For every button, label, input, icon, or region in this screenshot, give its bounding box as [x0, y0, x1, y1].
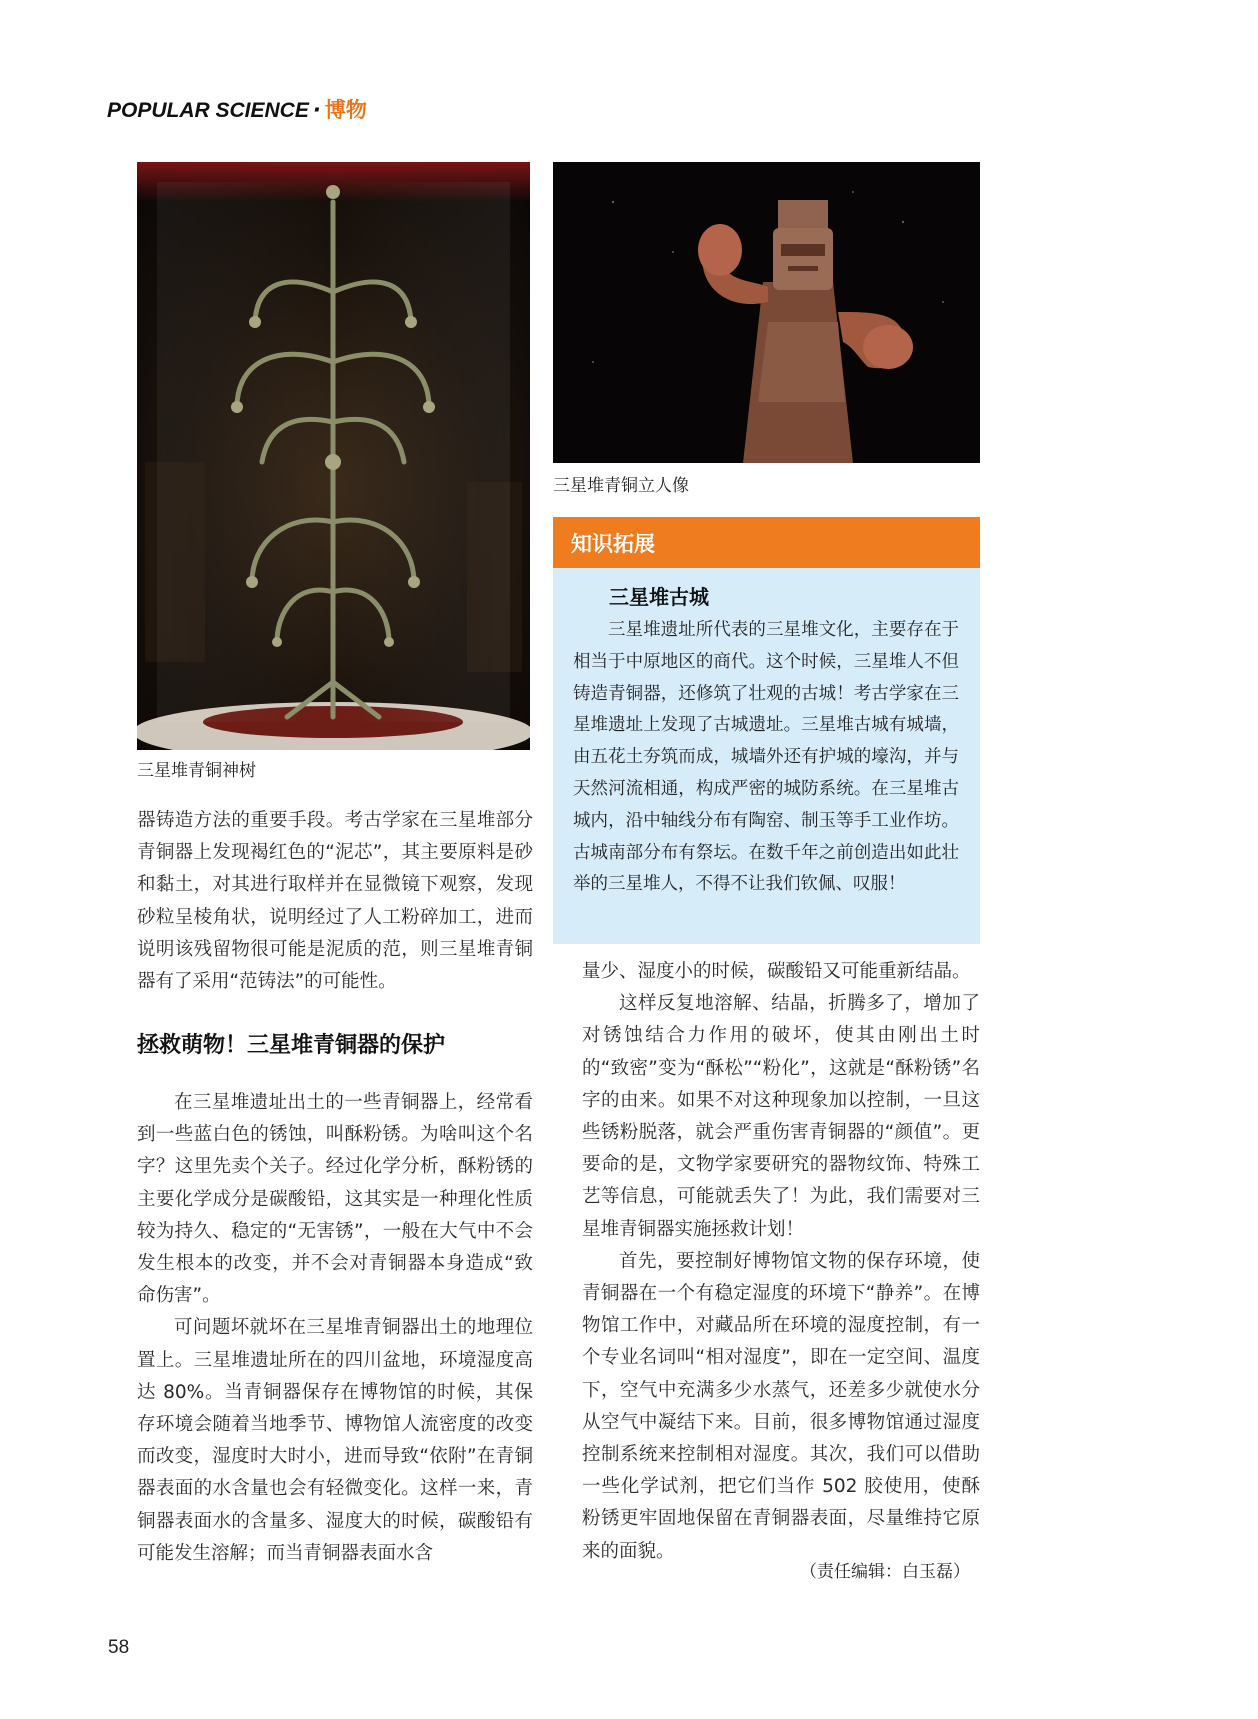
left-column-bottom: [137, 1087, 533, 1570]
paragraph: 量少、湿度小的时候，碳酸铅又可能重新结晶。: [582, 961, 971, 982]
bronze-tree-photo: [137, 162, 530, 750]
paragraph: 器铸造方法的重要手段。考古学家在三星堆部分青铜器上发现褐红色的“泥芯”，其主要原料是砂和黏土，对其进行取样并在显微镜下观察，发现砂粒呈棱角状，说明经过了人工粉碎加工，进而说明该残留物很可能是泥质的范，则三星堆青铜器有了采用“范铸法”的可能性。: [137, 810, 533, 993]
paragraph: 这样反复地溶解、结晶，折腾多了，增加了对锈蚀结合力作用的破坏，使其由刚出土时的“致密”变为“酥松”“粉化”，这就是“酥粉锈”名字的由来。如果不对这种现象加以控制，一旦这些锈粉脱落，就会严重伤害青铜器的“颜值”。更要命的是，文物学家要研究的器物纹饰、特殊工艺等信息，可能就丢失了！为此，我们需要对三星堆青铜器实施拯救计划！: [582, 993, 980, 1240]
editor-credit: （责任编辑：白玉磊）: [800, 1562, 970, 1582]
knowledge-box-paragraph: 三星堆遗址所代表的三星堆文化，主要存在于相当于中原地区的商代。这个时候，三星堆人不但铸造青铜器，还修筑了壮观的古城！考古学家在三星堆遗址上发现了古城遗址。三星堆古城有城墙，由五花土夯筑而成，城墙外还有护城的壕沟，并与天然河流相通，构成严密的城防系统。在三星堆古城内，沿中轴线分布有陶窑、制玉等手工业作坊。古城南部分布有祭坛。在数千年之前创造出如此壮举的三星堆人，不得不让我们钦佩、叹服！: [573, 620, 959, 895]
magazine-name: POPULAR SCIENCE: [107, 99, 309, 122]
paragraph: 首先，要控制好博物馆文物的保存环境，使青铜器在一个有稳定湿度的环境下“静养”。在博物馆工作中，对藏品所在环境的湿度控制，有一个专业名词叫“相对湿度”，即在一定空间、温度下，空气中充满多少水蒸气，还差多少就使水分从空气中凝结下来。目前，很多博物馆通过湿度控制系统来控制相对湿度。其次，我们可以借助一些化学试剂，把它们当作 502 胶使用，使酥粉锈更牢固地保留在青铜器表面，尽量维持它原来的面貌。: [582, 1250, 980, 1562]
knowledge-box-heading: 知识拓展: [571, 532, 655, 556]
figure-caption: 三星堆青铜立人像: [553, 476, 689, 496]
section-title: 拯救萌物！三星堆青铜器的保护: [137, 1033, 446, 1058]
right-column: [582, 956, 980, 1568]
section-name: 博物: [324, 98, 367, 122]
page-number: 58: [108, 1637, 130, 1658]
bronze-figure-photo: [553, 162, 980, 463]
paragraph: 在三星堆遗址出土的一些青铜器上，经常看到一些蓝白色的锈蚀，叫酥粉锈。为啥叫这个名字？这里先卖个关子。经过化学分析，酥粉锈的主要化学成分是碳酸铅，这其实是一种理化性质较为持久、稳定的“无害锈”，一般在大气中不会发生根本的改变，并不会对青铜器本身造成“致命伤害”。: [137, 1092, 533, 1307]
knowledge-box-subtitle: 三星堆古城: [609, 585, 709, 609]
running-header: [107, 94, 367, 124]
knowledge-box-body: [573, 615, 959, 901]
header-separator: ·: [312, 98, 321, 122]
tree-caption: 三星堆青铜神树: [137, 761, 256, 781]
paragraph: 可问题坏就坏在三星堆青铜器出土的地理位置上。三星堆遗址所在的四川盆地，环境湿度高达 80%。当青铜器保存在博物馆的时候，其保存环境会随着当地季节、博物馆人流密度的改变而改变，湿度时大时小，进而导致“依附”在青铜器表面的水含量也会有轻微变化。这样一来，青铜器表面水的含量多、湿度大的时候，碳酸铅有可能发生溶解；而当青铜器表面水含: [137, 1317, 533, 1564]
left-column-top: [137, 805, 533, 998]
knowledge-box: [553, 517, 980, 944]
knowledge-box-header: [553, 517, 980, 568]
